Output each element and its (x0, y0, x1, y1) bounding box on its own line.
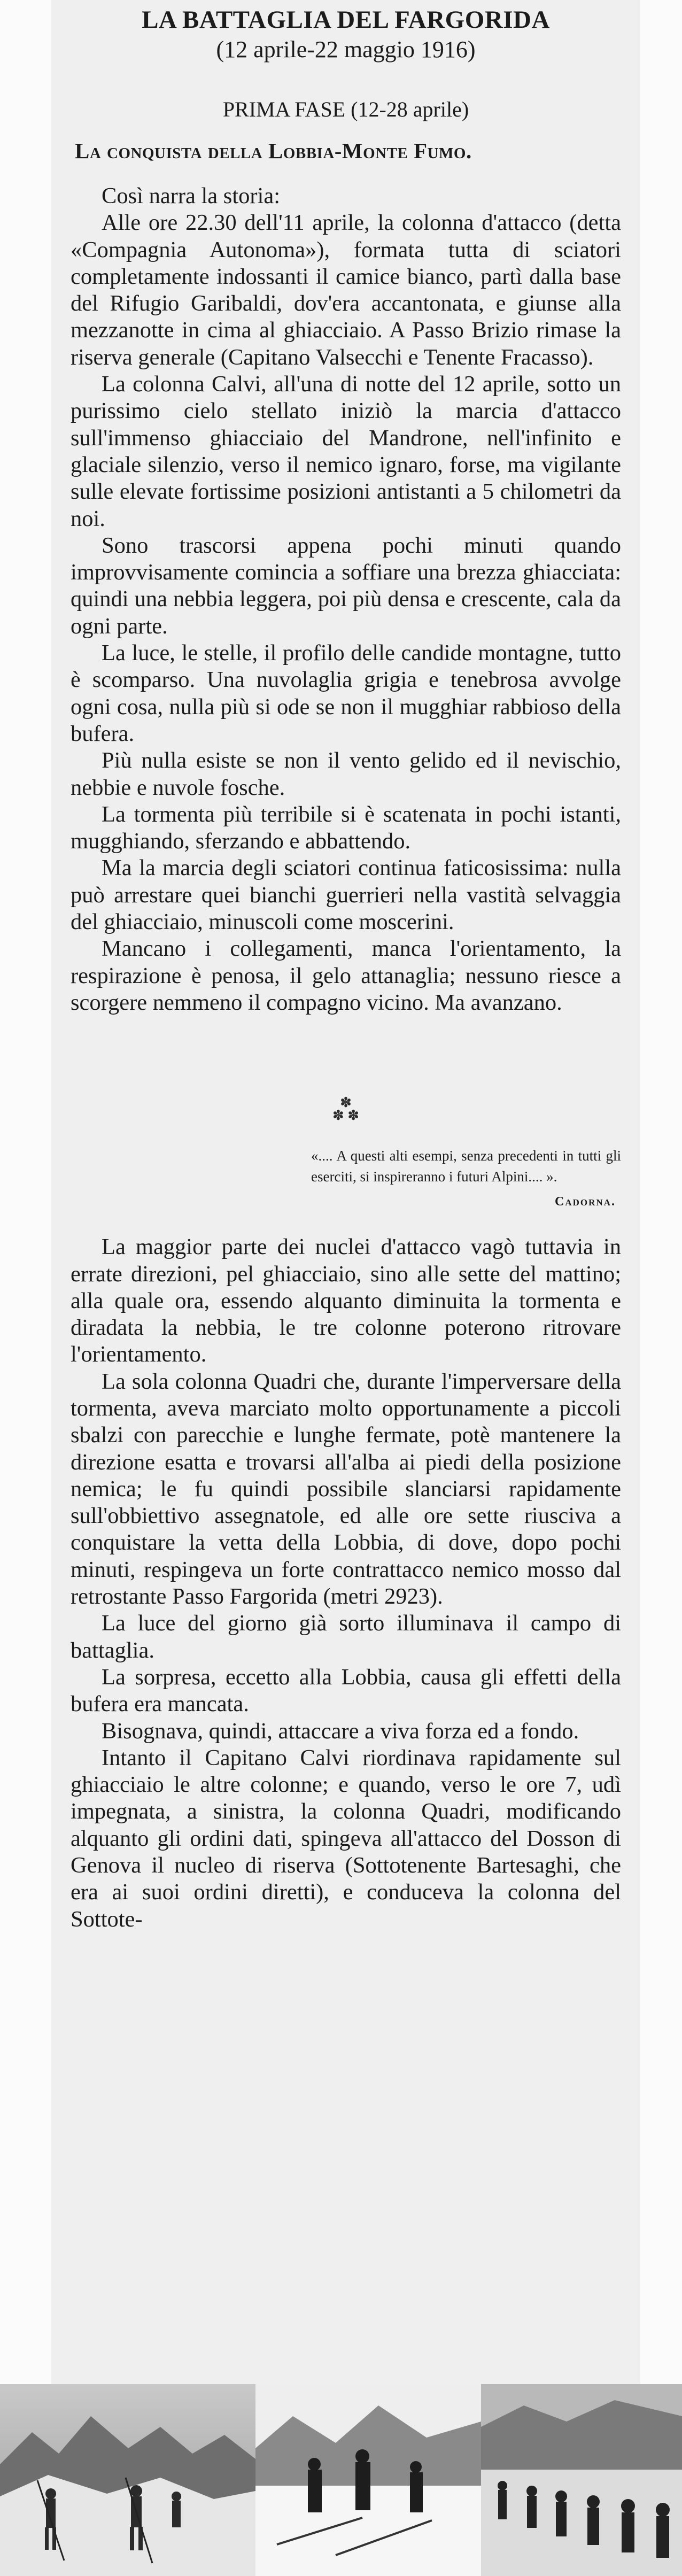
text-body-before (71, 183, 621, 1016)
text-body-after (71, 1234, 621, 1933)
quote-author: Cadorna. (555, 1195, 616, 1209)
paragraph: Ma la marcia degli sciatori continua faticosissima: nulla può arrestare quei bianchi guerrieri nella vastità selvaggia del ghiacciaio, minuscoli come moscerini. (71, 855, 621, 935)
section-ornament (71, 1096, 621, 1122)
paragraph: La luce del giorno già sorto illuminava il campo di battaglia. (71, 1611, 621, 1663)
paragraph: La colonna Calvi, all'una di notte del 12 aprile, sotto un purissimo cielo stellato iniziò la marcia d'attacco sull'immenso ghiacciaio del Mandrone, nell'infinito e glaciale silenzio, verso il nemico ignaro, forse, ma vigilante sulle elevate fortissime posizioni antistanti a 5 chilometri da noi. (71, 372, 621, 531)
photo-strip (0, 2384, 682, 2576)
page-subtitle: (12 aprile-22 maggio 1916) (216, 36, 476, 63)
paragraph: La tormenta più terribile si è scatenata in pochi istanti, mugghiando, sferzando e abbattendo. (71, 801, 621, 854)
book-page (51, 0, 640, 2384)
paragraph: Mancano i collegamenti, manca l'orientamento, la respirazione è penosa, il gelo attanaglia; nessuno riesce a scorgere nemmeno il compagno vicino. Ma avanzano. (71, 936, 621, 1015)
marching-column-photo (481, 2384, 682, 2576)
section-title: La conquista della Lobbia-Monte Fumo. (75, 138, 472, 163)
phase-heading: PRIMA FASE (12-28 aprile) (222, 97, 469, 121)
page-title: LA BATTAGLIA DEL FARGORIDA (142, 6, 550, 34)
ski-troops-photo (255, 2384, 481, 2576)
paragraph: Così narra la storia: (102, 183, 281, 208)
alpine-soldiers-photo (0, 2384, 255, 2576)
ornament-star-top: ✽ (340, 1095, 352, 1111)
paragraph: La luce, le stelle, il profilo delle candide montagne, tutto è scomparso. Una nuvolaglia grigia e tenebrosa avvolge ogni cosa, nulla più si ode se non il mugghiar rabbioso della bufera. (71, 640, 621, 746)
paragraph: La sola colonna Quadri che, durante l'imperversare della tormenta, aveva marciato molto opportunamente a piccoli sbalzi con parecchie e lunghe fermate, potè mantenere la direzione esatta e trovarsi all'alba ai piedi della posizione nemica; le fu quindi possibile slanciarsi rapidamente sull'obbiettivo assegnatole, ed alle ore sette riusciva a conquistare la vetta della Lobbia, di dove, dopo pochi minuti, respingeva un forte contrattacco nemico mosso dal retrostante Passo Fargorida (metri 2923). (71, 1368, 621, 1610)
paragraph: La sorpresa, eccetto alla Lobbia, causa gli effetti della bufera era mancata. (71, 1664, 621, 1717)
paragraph: La maggior parte dei nuclei d'attacco vagò tuttavia in errate direzioni, pel ghiacciaio, sino alle sette del mattino; alla quale ora, essendo alquanto diminuita la tormenta e diradata la nebbia, le tre colonne poterono ritrovare l'orientamento. (71, 1234, 621, 1367)
paragraph: Alle ore 22.30 dell'11 aprile, la colonna d'attacco (detta «Compagnia Autonoma»), formata tutta di sciatori completamente indossanti il camice bianco, partì dalla base del Rifugio Garibaldi, dov'era accantonata, e giunse alla mezzanotte in cima al ghiacciaio. A Passo Brizio rimase la riserva generale (Capitano Valsecchi e Tenente Fracasso). (71, 210, 621, 370)
ornament-star-bottom: ✽ ✽ (332, 1108, 360, 1124)
left-margin (0, 0, 51, 2384)
epigraph-quote (311, 1146, 621, 1212)
paragraph: Sono trascorsi appena pochi minuti quando improvvisamente comincia a soffiare una brezza ghiacciata: quindi una nebbia leggera, poi più densa e crescente, cala da ogni parte. (71, 532, 621, 639)
right-margin (640, 0, 682, 2384)
quote-text: «.... A questi alti esempi, senza precedenti in tutti gli eserciti, si inspireranno i futuri Alpini.... ». (311, 1148, 621, 1185)
paragraph: Intanto il Capitano Calvi riordinava rapidamente sul ghiacciaio le altre colonne; e quando, verso le ore 7, udì impegnata, a sinistra, la colonna Quadri, modificando alquanto gli ordini dati, spingeva all'attacco del Dosson di Genova il nucleo di riserva (Sottotenente Bartesaghi, che era ai suoi ordini diretti), e conduceva la colonna del Sottote- (71, 1745, 621, 1932)
paragraph: Bisognava, quindi, attaccare a viva forza ed a fondo. (102, 1718, 579, 1744)
paragraph: Più nulla esiste se non il vento gelido ed il nevischio, nebbie e nuvole fosche. (71, 748, 621, 800)
